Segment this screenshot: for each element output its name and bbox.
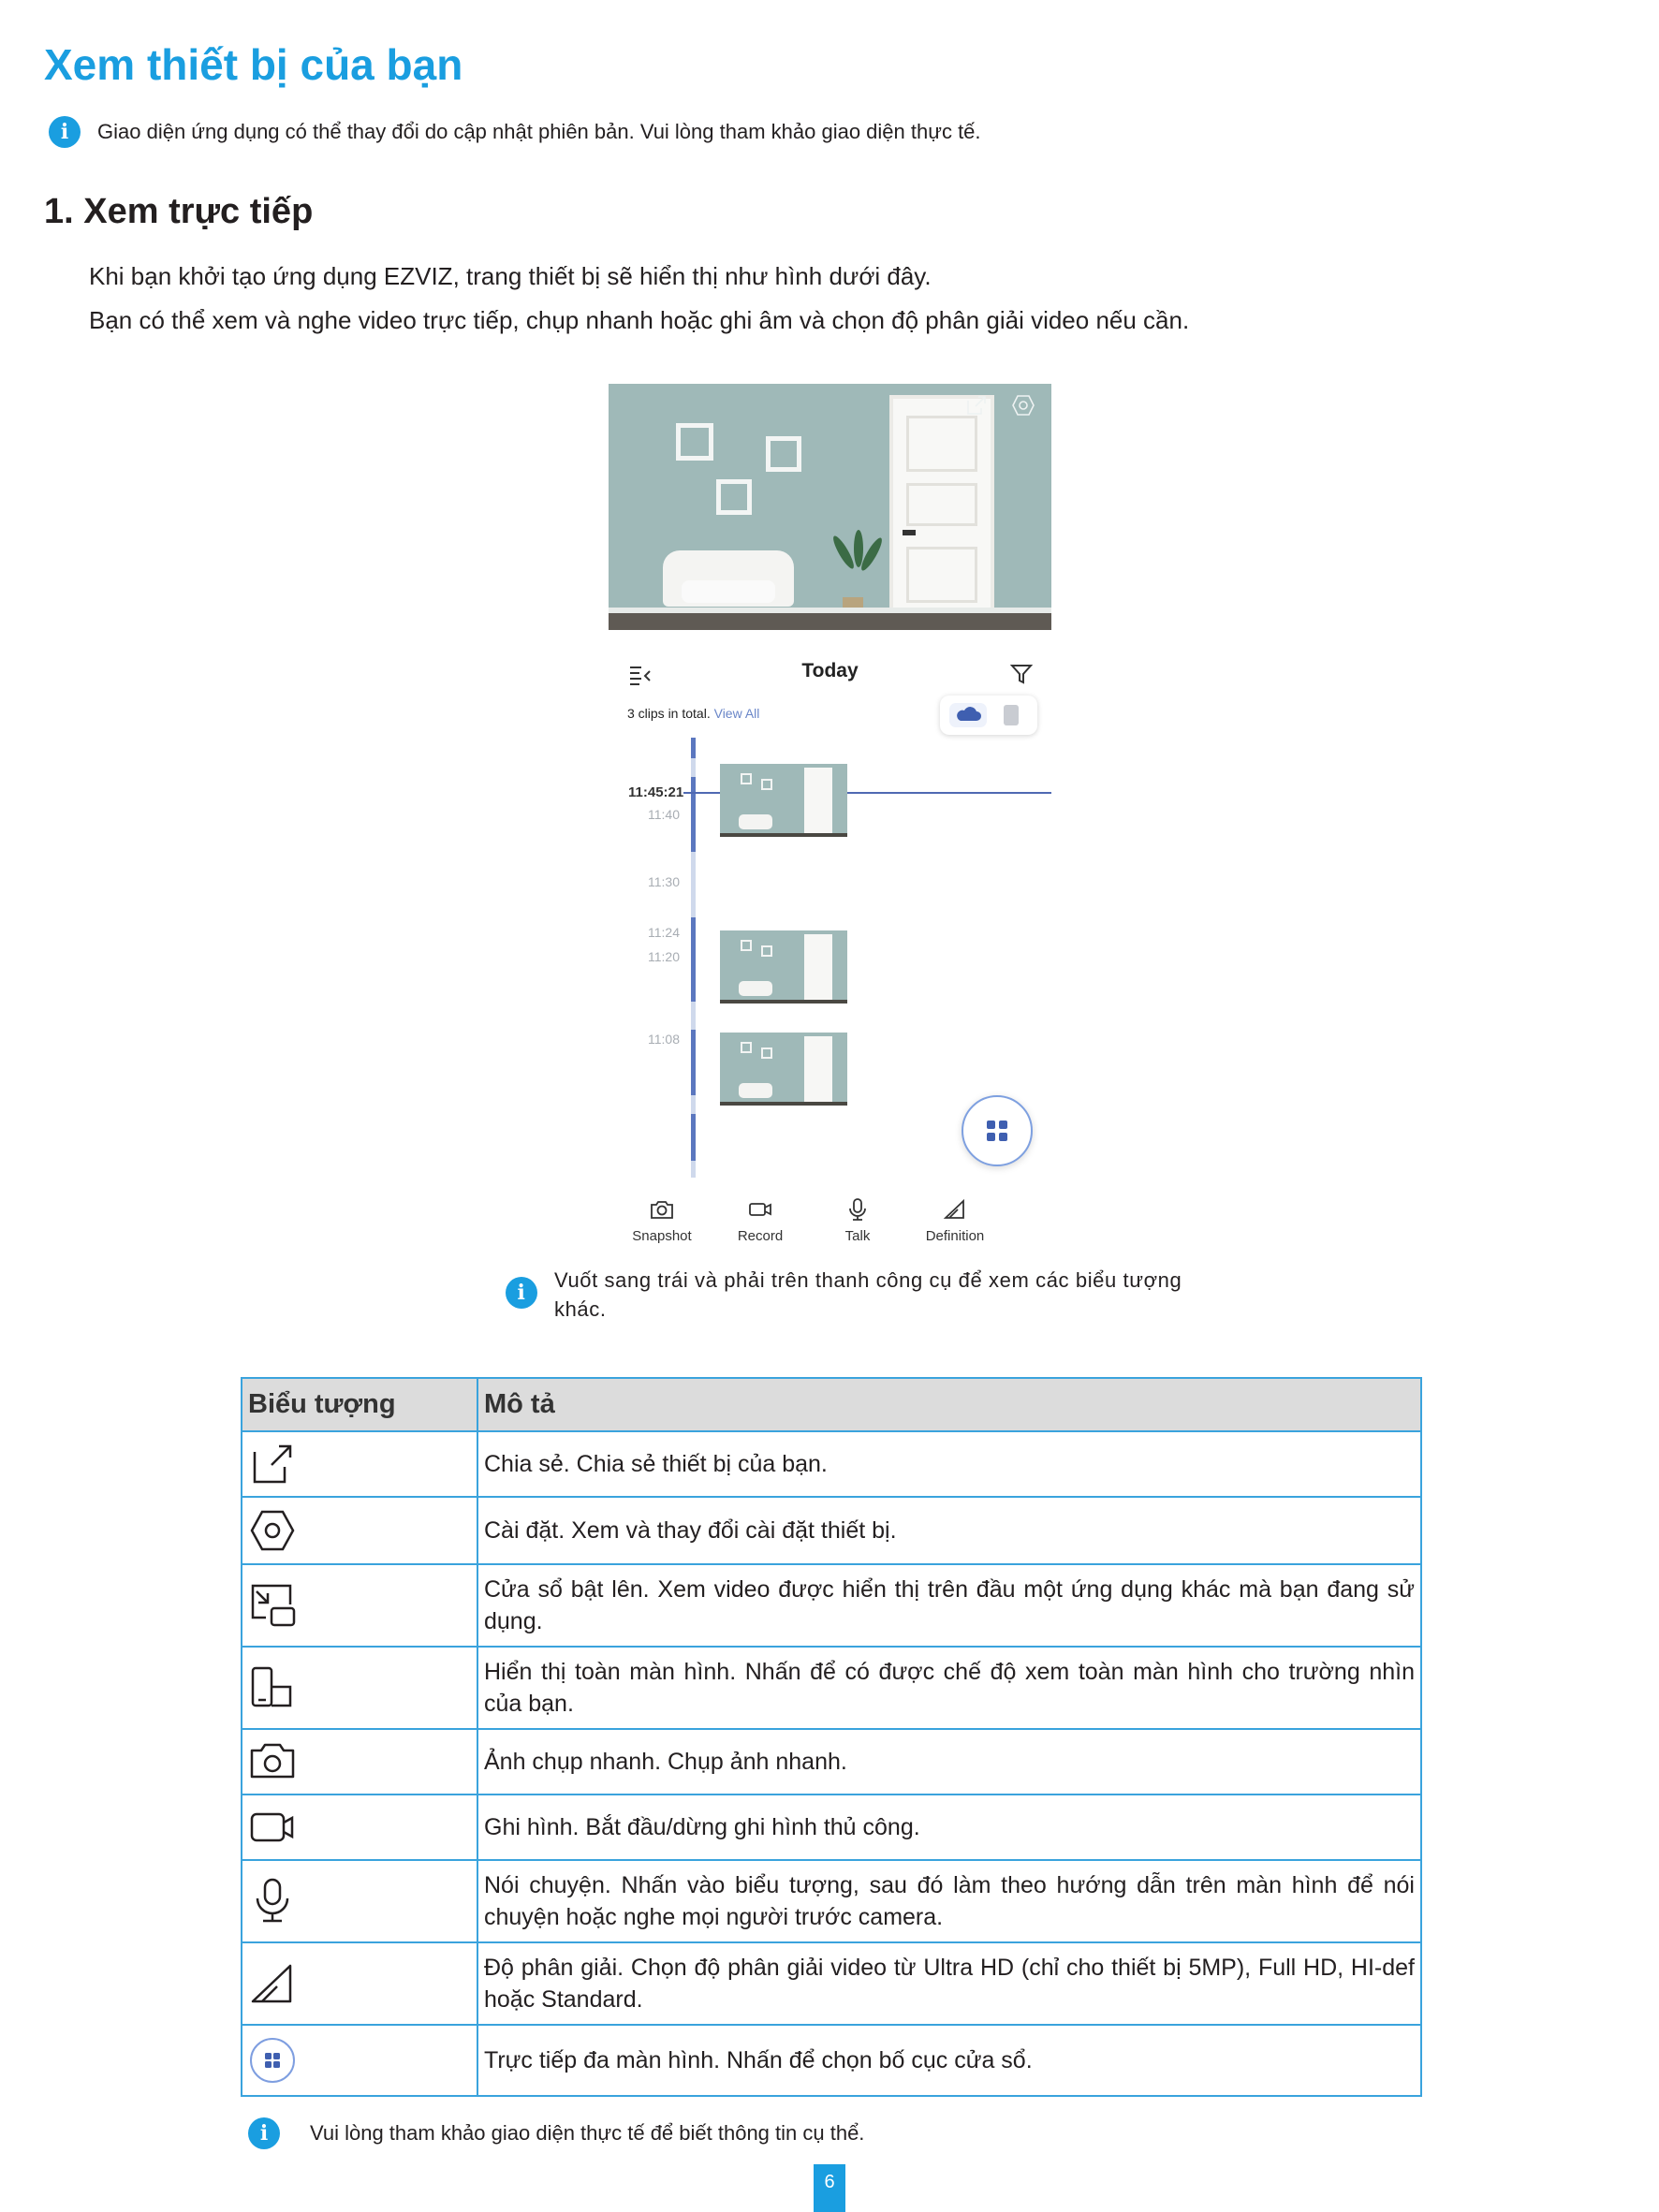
share-icon [247, 1439, 298, 1489]
multi-screen-button[interactable] [962, 1095, 1033, 1166]
row-description: Cửa sổ bật lên. Xem video được hiển thị trên đầu một ứng dụng khác mà bạn đang sử dụng. [477, 1564, 1421, 1647]
fullscreen-icon [247, 1663, 298, 1713]
section-paragraph-1: Khi bạn khởi tạo ứng dụng EZVIZ, trang thiết bị sẽ hiển thị như hình dưới đây. [89, 262, 932, 290]
clips-summary [627, 706, 759, 721]
table-row [242, 1942, 1421, 2025]
room-door [889, 395, 994, 615]
time-label: 11:20 [648, 949, 680, 964]
bottom-note-text: Vui lòng tham khảo giao diện thực tế để biết thông tin cụ thể. [310, 2121, 865, 2145]
bottom-toolbar [609, 1189, 1051, 1254]
row-description: Độ phân giải. Chọn độ phân giải video từ Ultra HD (chỉ cho thiết bị 5MP), Full HD, HI-def hoặc Standard. [477, 1942, 1421, 2025]
microphone-icon [844, 1196, 871, 1223]
definition-icon [247, 1958, 298, 2009]
time-label: 11:30 [648, 874, 680, 889]
table-row [242, 1497, 1421, 1564]
toolbar-label: Snapshot [632, 1228, 692, 1244]
cloud-storage-option[interactable] [949, 703, 987, 727]
wall-frame [716, 479, 752, 515]
clip-thumbnail[interactable] [720, 1033, 847, 1106]
camera-icon [247, 1736, 298, 1787]
toolbar-label: Talk [844, 1228, 871, 1244]
time-label: 11:24 [648, 925, 680, 940]
table-row [242, 1795, 1421, 1860]
cloud-icon [949, 703, 987, 727]
swipe-info-note [506, 1266, 1191, 1324]
wall-frame [676, 423, 713, 461]
timeline-title: Today [801, 660, 859, 681]
app-screenshot [609, 384, 1051, 1254]
talk-button[interactable] [811, 1189, 904, 1245]
page-number: 6 [814, 2164, 845, 2212]
icon-description-table [241, 1377, 1422, 2097]
row-description: Hiển thị toàn màn hình. Nhấn để có được chế độ xem toàn màn hình cho trường nhìn của bạn. [477, 1647, 1421, 1729]
view-all-link[interactable]: View All [713, 706, 760, 721]
info-icon: i [506, 1277, 537, 1309]
clips-count: 3 clips in total. [627, 706, 711, 721]
multi-screen-icon [984, 1118, 1010, 1144]
table-row [242, 1860, 1421, 1942]
wall-frame [766, 436, 801, 472]
camera-icon [649, 1196, 675, 1223]
filter-icon[interactable] [1009, 662, 1034, 686]
row-description: Ghi hình. Bắt đầu/dừng ghi hình thủ công. [477, 1795, 1421, 1860]
section-paragraph-2: Bạn có thể xem và nghe video trực tiếp, chụp nhanh hoặc ghi âm và chọn độ phân giải video nếu cần. [89, 306, 1190, 334]
pop-up-window-icon [247, 1580, 298, 1631]
share-icon[interactable] [964, 393, 989, 417]
table-header-row [242, 1378, 1421, 1431]
definition-button[interactable] [908, 1189, 1002, 1245]
table-row [242, 1431, 1421, 1497]
record-button[interactable] [713, 1189, 807, 1245]
settings-icon [247, 1505, 298, 1556]
clip-thumbnail[interactable] [720, 764, 847, 837]
multi-screen-icon [247, 2035, 298, 2086]
top-info-note [49, 116, 981, 148]
video-camera-icon [747, 1196, 773, 1223]
video-camera-icon [247, 1802, 298, 1853]
info-icon: i [248, 2117, 280, 2149]
page-title: Xem thiết bị của bạn [44, 40, 463, 89]
current-time-label: 11:45:21 [628, 784, 684, 800]
time-label: 11:40 [648, 807, 680, 822]
row-description: Trực tiếp đa màn hình. Nhấn để chọn bố cục cửa sổ. [477, 2025, 1421, 2096]
row-description: Cài đặt. Xem và thay đổi cài đặt thiết bị. [477, 1497, 1421, 1564]
microphone-icon [247, 1876, 298, 1926]
bottom-info-note [248, 2117, 864, 2149]
live-video-view[interactable] [609, 384, 1051, 630]
column-header-icon: Biểu tượng [242, 1378, 477, 1431]
definition-icon [942, 1196, 968, 1223]
table-row [242, 1729, 1421, 1795]
top-note-text: Giao diện ứng dụng có thể thay đổi do cập nhật phiên bản. Vui lòng tham khảo giao diện thực tế. [97, 120, 981, 143]
toolbar-label: Record [737, 1228, 784, 1244]
settings-icon[interactable] [1011, 393, 1035, 417]
info-icon: i [49, 116, 81, 148]
sd-card-icon[interactable] [1004, 705, 1019, 725]
snapshot-button[interactable] [615, 1189, 709, 1245]
clip-thumbnail[interactable] [720, 930, 847, 1003]
swipe-note-text: Vuốt sang trái và phải trên thanh công cụ để xem các biểu tượng khác. [554, 1268, 1182, 1321]
row-description: Nói chuyện. Nhấn vào biểu tượng, sau đó làm theo hướng dẫn trên màn hình để nói chuyện hoặc nghe mọi người trước camera. [477, 1860, 1421, 1942]
row-description: Chia sẻ. Chia sẻ thiết bị của bạn. [477, 1431, 1421, 1497]
toolbar-label: Definition [925, 1228, 985, 1244]
column-header-description: Mô tả [477, 1378, 1421, 1431]
table-row [242, 1647, 1421, 1729]
table-row [242, 2025, 1421, 2096]
row-description: Ảnh chụp nhanh. Chụp ảnh nhanh. [477, 1729, 1421, 1795]
table-row [242, 1564, 1421, 1647]
storage-toggle[interactable] [940, 696, 1037, 735]
time-label: 11:08 [648, 1032, 680, 1047]
section-heading: 1. Xem trực tiếp [44, 192, 314, 231]
